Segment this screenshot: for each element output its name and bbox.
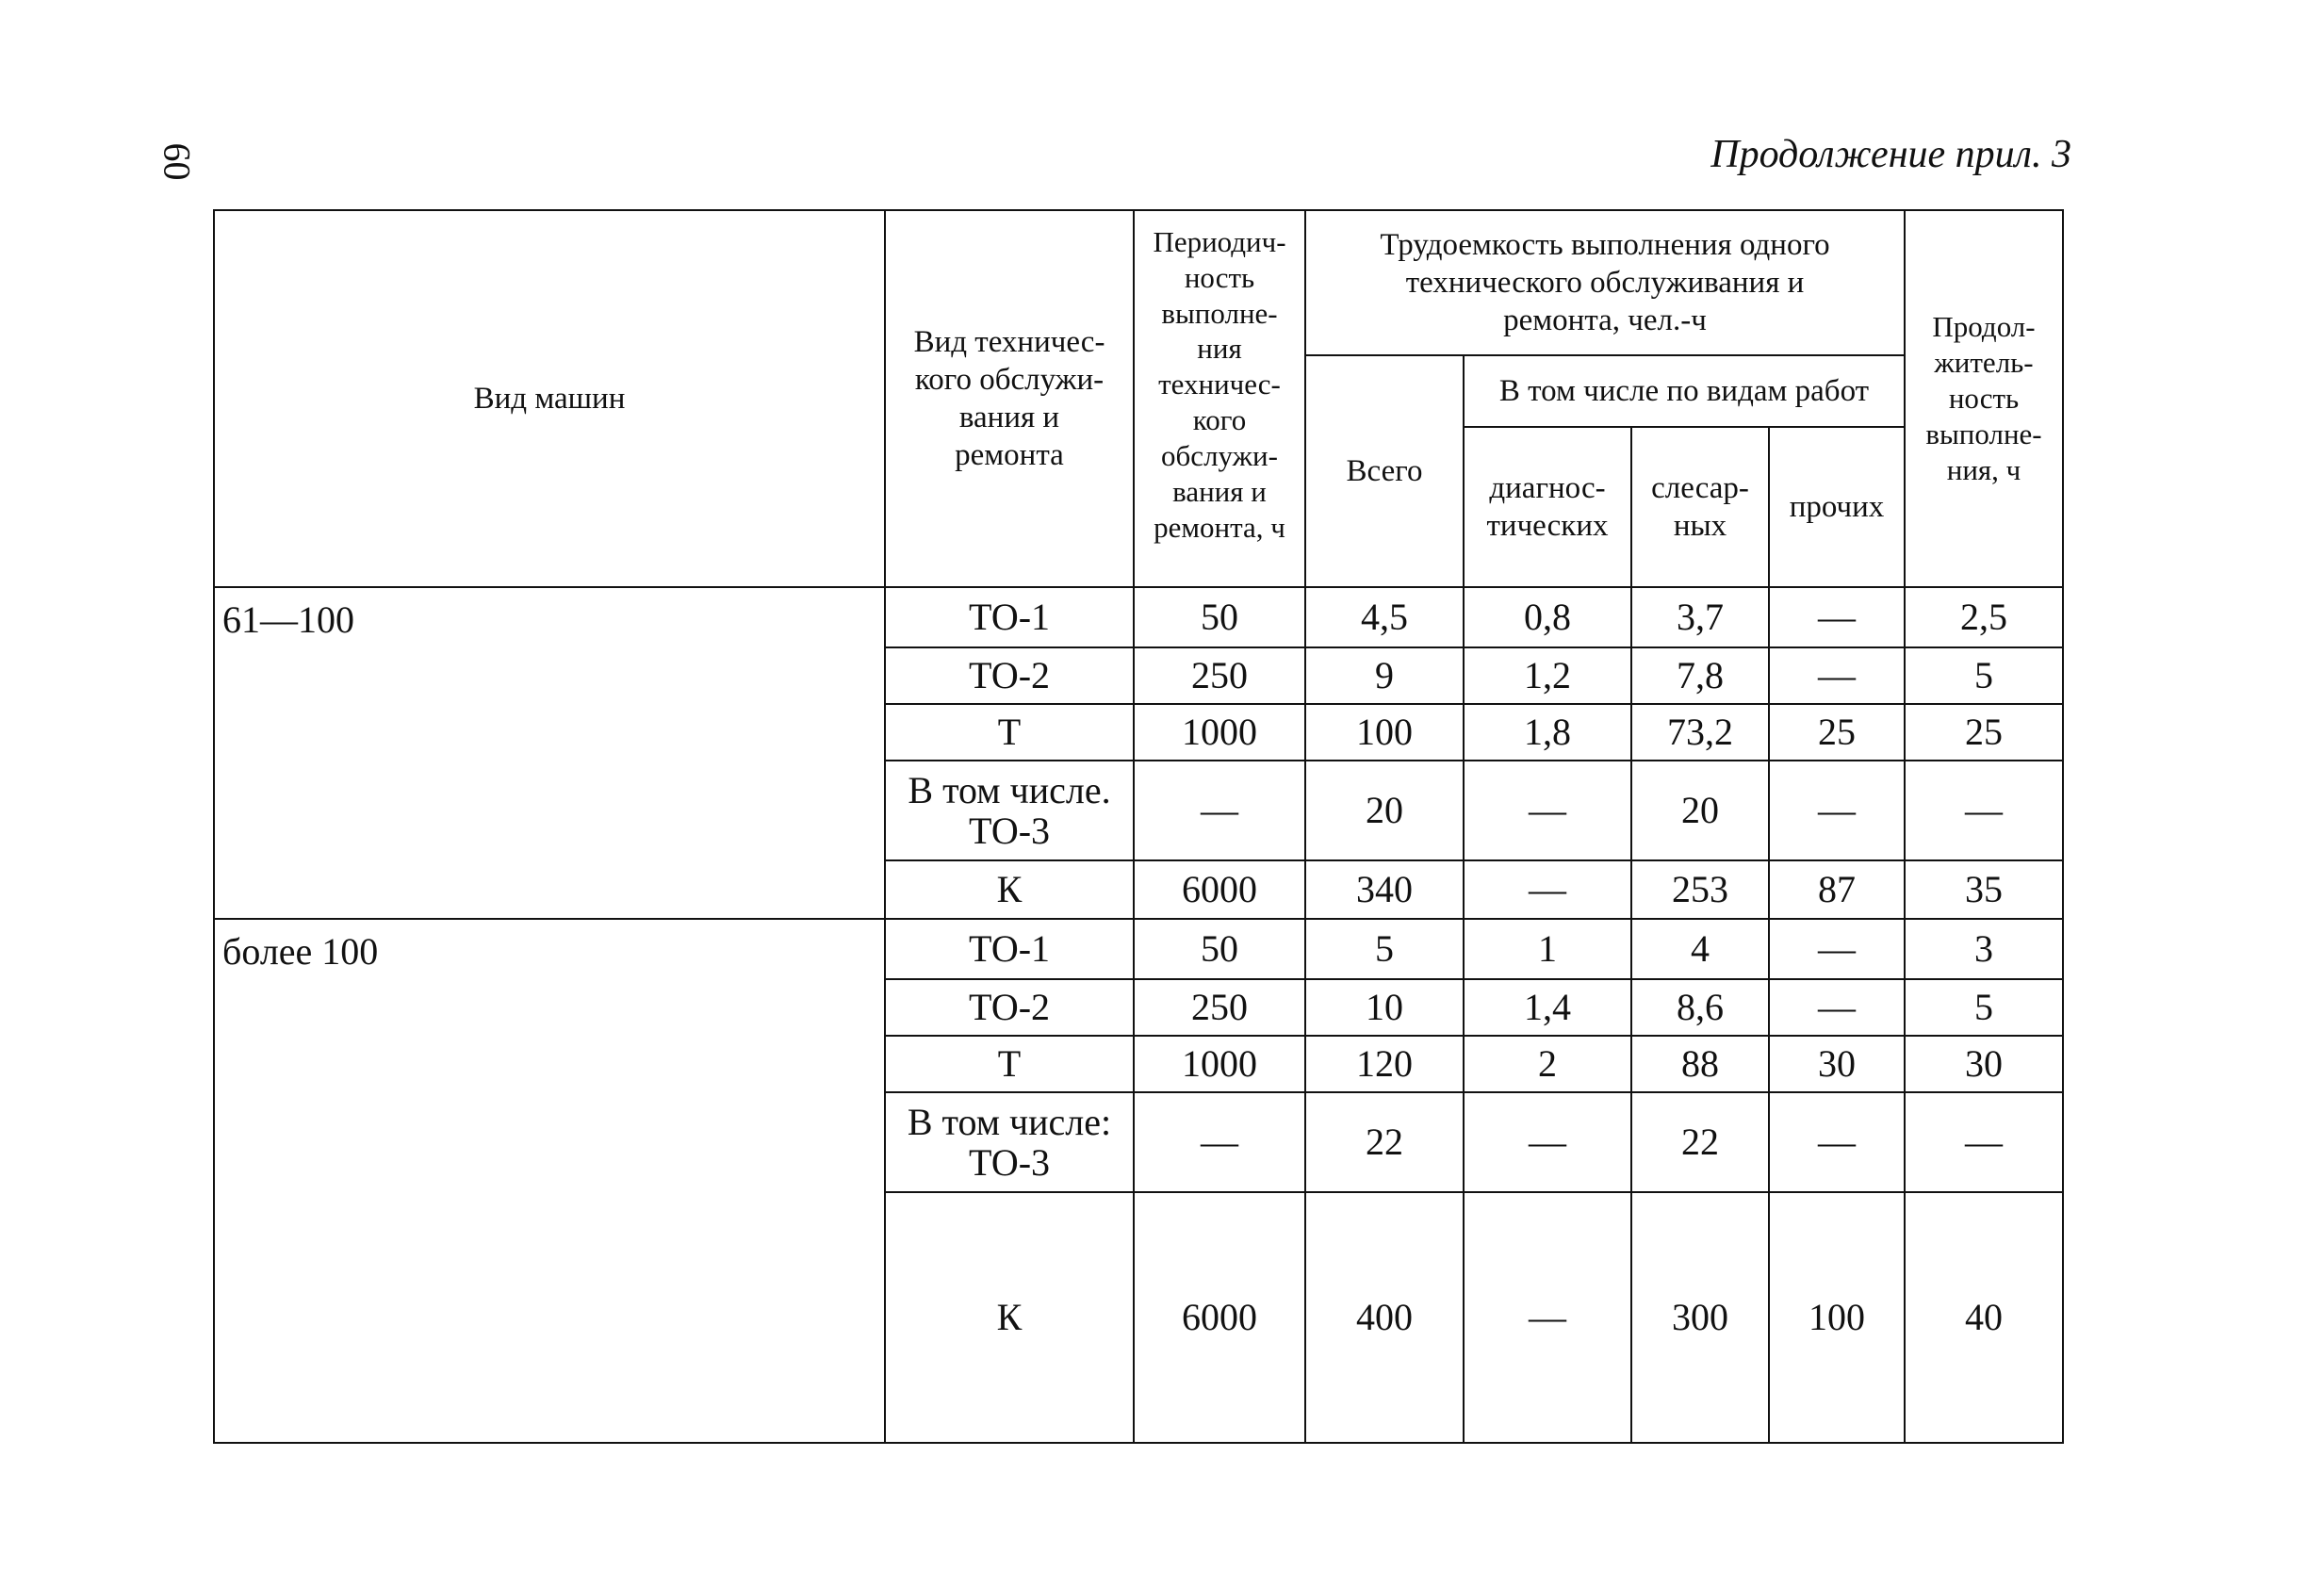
header-locksmith: слесар- ных [1631,427,1769,587]
duration-cell: 35 [1905,860,2063,919]
diag-cell: — [1464,1192,1631,1443]
header-labor-intensity: Трудоемкость выполнения одного технического обслуживания и ремонта, чел.-ч [1305,210,1905,355]
period-cell: 250 [1134,979,1305,1036]
lock-cell: 4 [1631,919,1769,979]
service-cell: ТО-2 [885,979,1134,1036]
lock-cell: 22 [1631,1092,1769,1192]
header-diagnostic: диагнос- тических [1464,427,1631,587]
total-cell: 4,5 [1305,587,1464,647]
other-cell: — [1769,919,1905,979]
machine-type-cell: 61—100 [214,587,885,919]
period-cell: — [1134,761,1305,860]
header-including: В том числе по видам работ [1464,355,1905,427]
total-cell: 100 [1305,704,1464,761]
header-service-type: Вид техничес- кого обслужи- вания и ремонта [885,210,1134,587]
diag-cell: — [1464,761,1631,860]
other-cell: — [1769,761,1905,860]
diag-cell: — [1464,1092,1631,1192]
diag-cell: 2 [1464,1036,1631,1092]
duration-cell: 5 [1905,647,2063,704]
total-cell: 22 [1305,1092,1464,1192]
duration-cell: 2,5 [1905,587,2063,647]
duration-cell: 3 [1905,919,2063,979]
period-cell: 6000 [1134,860,1305,919]
other-cell: 25 [1769,704,1905,761]
other-cell: — [1769,1092,1905,1192]
total-cell: 5 [1305,919,1464,979]
header-periodicity: Периодич- ность выполне- ния техничес- кого обслужи- вания и ремонта, ч [1134,210,1305,587]
service-cell: К [885,860,1134,919]
service-cell: В том числе: ТО-3 [885,1092,1134,1192]
period-cell: 1000 [1134,1036,1305,1092]
period-cell: 50 [1134,919,1305,979]
lock-cell: 8,6 [1631,979,1769,1036]
lock-cell: 7,8 [1631,647,1769,704]
duration-cell: 25 [1905,704,2063,761]
lock-cell: 253 [1631,860,1769,919]
other-cell: 100 [1769,1192,1905,1443]
period-cell: 1000 [1134,704,1305,761]
total-cell: 20 [1305,761,1464,860]
period-cell: — [1134,1092,1305,1192]
total-cell: 400 [1305,1192,1464,1443]
service-cell: Т [885,1036,1134,1092]
table-row [214,587,2063,647]
total-cell: 120 [1305,1036,1464,1092]
service-cell: К [885,1192,1134,1443]
service-cell: Т [885,704,1134,761]
table-row [214,919,2063,979]
duration-cell: — [1905,761,2063,860]
duration-cell: 5 [1905,979,2063,1036]
page-heading: Продолжение прил. 3 [1710,133,2071,176]
period-cell: 50 [1134,587,1305,647]
other-cell: 30 [1769,1036,1905,1092]
duration-cell: 30 [1905,1036,2063,1092]
other-cell: 87 [1769,860,1905,919]
diag-cell: 0,8 [1464,587,1631,647]
other-cell: — [1769,587,1905,647]
service-cell: ТО-2 [885,647,1134,704]
service-cell: В том числе. ТО-3 [885,761,1134,860]
lock-cell: 88 [1631,1036,1769,1092]
period-cell: 250 [1134,647,1305,704]
total-cell: 340 [1305,860,1464,919]
diag-cell: — [1464,860,1631,919]
header-machine-type: Вид машин [214,210,885,587]
other-cell: — [1769,979,1905,1036]
period-cell: 6000 [1134,1192,1305,1443]
machine-type-cell: более 100 [214,919,885,1443]
lock-cell: 300 [1631,1192,1769,1443]
service-cell: ТО-1 [885,587,1134,647]
diag-cell: 1,4 [1464,979,1631,1036]
page-number: 60 [155,142,199,181]
header-duration: Продол- житель- ность выполне- ния, ч [1905,210,2063,587]
lock-cell: 20 [1631,761,1769,860]
diag-cell: 1,2 [1464,647,1631,704]
diag-cell: 1 [1464,919,1631,979]
diag-cell: 1,8 [1464,704,1631,761]
service-cell: ТО-1 [885,919,1134,979]
header-other: прочих [1769,427,1905,587]
total-cell: 10 [1305,979,1464,1036]
total-cell: 9 [1305,647,1464,704]
lock-cell: 3,7 [1631,587,1769,647]
duration-cell: — [1905,1092,2063,1192]
other-cell: — [1769,647,1905,704]
header-total: Всего [1305,355,1464,587]
lock-cell: 73,2 [1631,704,1769,761]
maintenance-table [213,209,2064,1444]
duration-cell: 40 [1905,1192,2063,1443]
